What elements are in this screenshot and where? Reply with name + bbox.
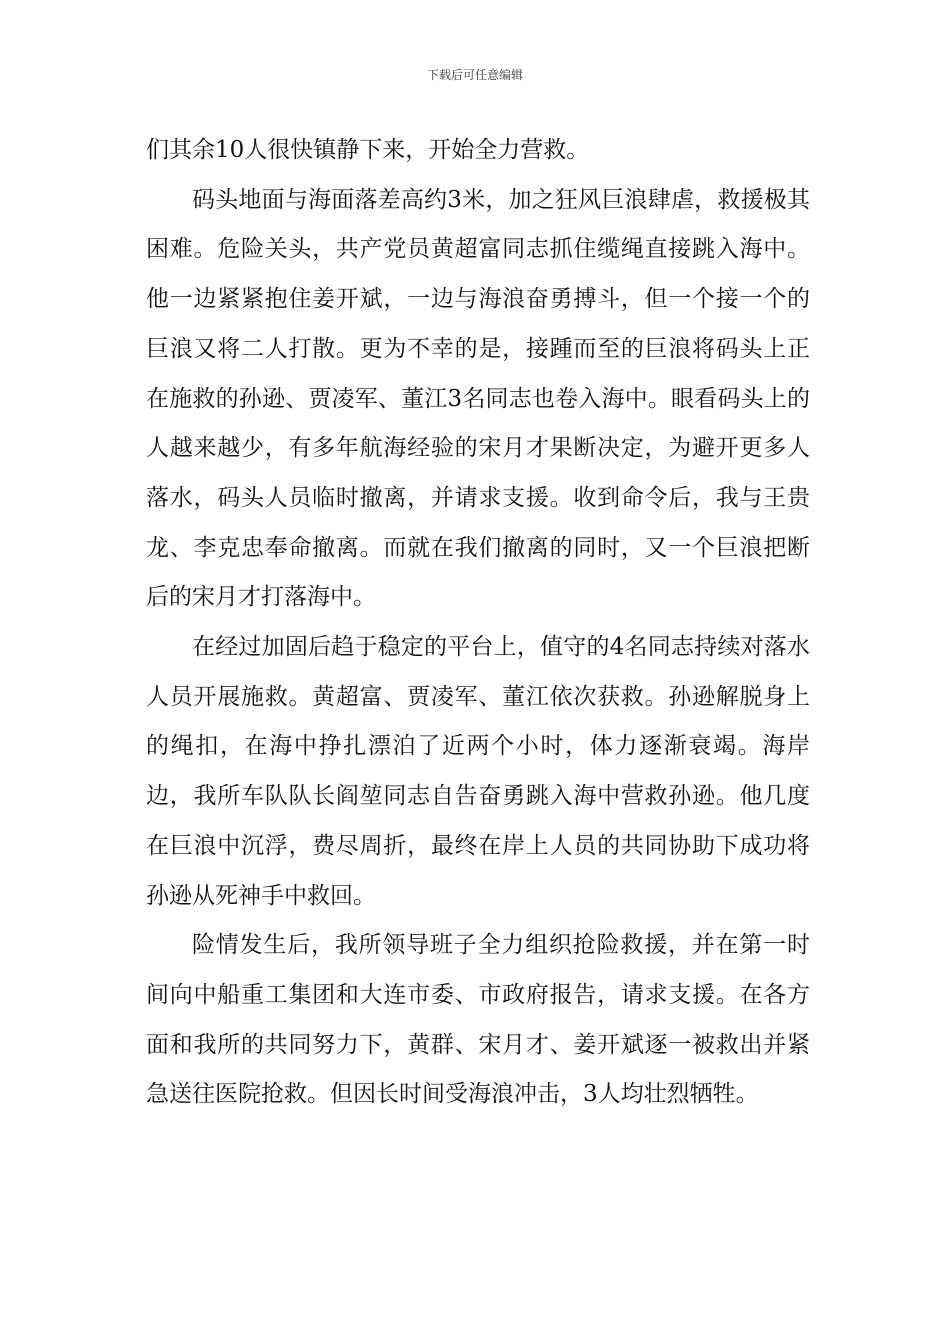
paragraph: 险情发生后，我所领导班子全力组织抢险救援，并在第一时间向中船重工集团和大连市委、市政府报告，请求支援。在各方面和我所的共同努力下，黄群、宋月才、姜开斌逐一被救出并紧急送往医院抢救。但因长时间受海浪冲击，3人均壮烈牺牲。 xyxy=(146,932,810,1108)
paragraph: 们其余10人很快镇静下来，开始全力营救。 xyxy=(146,137,590,163)
paragraph: 码头地面与海面落差高约3米，加之狂风巨浪肆虐，救援极其困难。危险关头，共产党员黄超富同志抓住缆绳直接跳入海中。他一边紧紧抱住姜开斌，一边与海浪奋勇搏斗，但一个接一个的巨浪又将二人打散。更为不幸的是，接踵而至的巨浪将码头上正在施救的孙逊、贾凌军、董江3名同志也卷入海中。眼看码头上的人越来越少，有多年航海经验的宋月才果断决定，为避开更多人落水，码头人员临时撤离，并请求支援。收到命令后，我与王贵龙、李克忠奉命撤离。而就在我们撤离的同时，又一个巨浪把断后的宋月才打落海中。 xyxy=(146,186,810,611)
paragraph: 在经过加固后趋于稳定的平台上，值守的4名同志持续对落水人员开展施救。黄超富、贾凌军、董江依次获救。孙逊解脱身上的绳扣，在海中挣扎漂泊了近两个小时，体力逐渐衰竭。海岸边，我所车队队长阎堃同志自告奋勇跳入海中营救孙逊。他几度在巨浪中沉浮，费尽周折，最终在岸上人员的共同协助下成功将孙逊从死神手中救回。 xyxy=(146,634,810,909)
document-body xyxy=(146,126,810,1120)
page-header: 下载后可任意编辑 xyxy=(426,68,523,82)
